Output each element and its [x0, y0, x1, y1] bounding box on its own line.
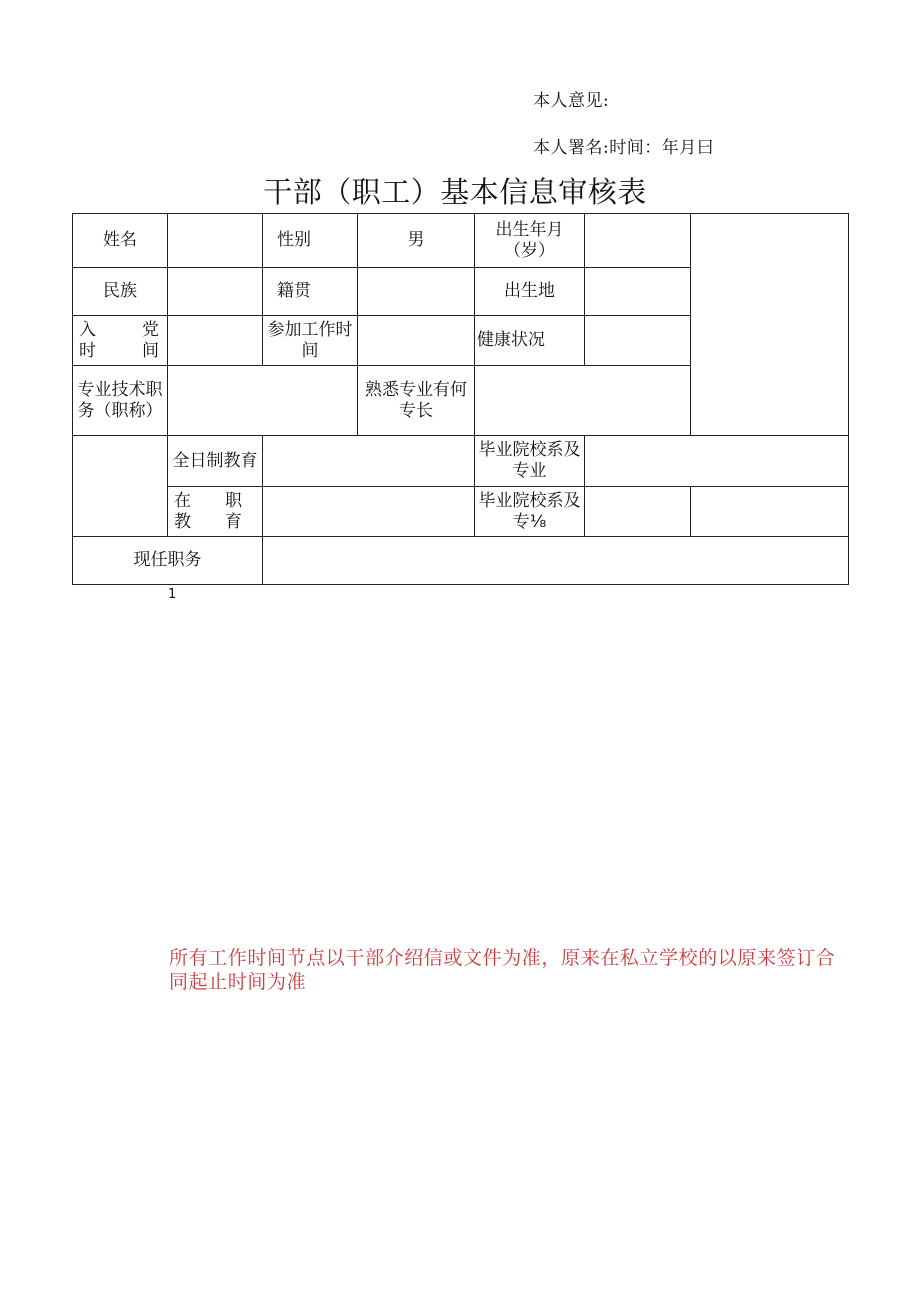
- work-time-note: 所有工作时间节点以干部介绍信或文件为准，原来在私立学校的以原来签订合同起止时间为准: [169, 947, 836, 993]
- birthplace-label: 出生地: [475, 268, 585, 316]
- expertise-value[interactable]: [475, 366, 691, 436]
- fulltime-graduation-label: 毕业院校系及专业: [475, 436, 585, 487]
- personal-opinion-label: 本人意见:: [533, 91, 610, 111]
- professional-title-value[interactable]: [168, 366, 358, 436]
- inservice-education-label: [168, 487, 263, 537]
- work-start-label: 参加工作时间: [263, 316, 358, 366]
- table-row-name: [73, 214, 849, 268]
- health-label: 健康状况: [475, 316, 585, 366]
- page-title: 干部（职工）基本信息审核表: [263, 175, 647, 209]
- native-place-value[interactable]: [358, 268, 475, 316]
- fulltime-graduation-value[interactable]: [585, 436, 849, 487]
- name-label: 姓名: [73, 214, 168, 268]
- info-review-table: [72, 213, 849, 585]
- table-row-inservice-edu: [73, 487, 849, 537]
- name-value[interactable]: [168, 214, 263, 268]
- party-join-label-line1: 入党: [79, 319, 159, 340]
- inservice-graduation-value[interactable]: [585, 487, 691, 537]
- table-row-fulltime-edu: [73, 436, 849, 487]
- fulltime-education-label: 全日制教育: [168, 436, 263, 487]
- photo-cell: [691, 214, 849, 436]
- party-join-time-value[interactable]: [168, 316, 263, 366]
- ethnicity-label: 民族: [73, 268, 168, 316]
- party-join-time-label: [73, 316, 168, 366]
- work-start-value[interactable]: [358, 316, 475, 366]
- inservice-education-value[interactable]: [263, 487, 475, 537]
- page-number: 1: [168, 587, 177, 602]
- table-row-current-post: [73, 537, 849, 585]
- inservice-label-line2: 教育: [174, 511, 242, 532]
- gender-value[interactable]: 男: [358, 214, 475, 268]
- birthplace-value[interactable]: [585, 268, 691, 316]
- party-join-label-line2: 时间: [79, 340, 159, 361]
- signature-date-label: 本人署名:时间：年月曰: [533, 138, 715, 158]
- current-post-label: 现任职务: [73, 537, 263, 585]
- birth-date-label: 出生年月（岁）: [475, 214, 585, 268]
- education-group-cell: [73, 436, 168, 537]
- native-place-label: 籍贯: [263, 268, 358, 316]
- birth-date-value[interactable]: [585, 214, 691, 268]
- health-value[interactable]: [585, 316, 691, 366]
- professional-title-label: 专业技术职务（职称）: [73, 366, 168, 436]
- ethnicity-value[interactable]: [168, 268, 263, 316]
- current-post-value[interactable]: [263, 537, 849, 585]
- inservice-graduation-extra[interactable]: [691, 487, 849, 537]
- inservice-label-line1: 在职: [174, 490, 242, 511]
- gender-label: 性别: [263, 214, 358, 268]
- expertise-label: 熟悉专业有何专长: [358, 366, 475, 436]
- fulltime-education-value[interactable]: [263, 436, 475, 487]
- inservice-graduation-label: 毕业院校系及专⅛: [475, 487, 585, 537]
